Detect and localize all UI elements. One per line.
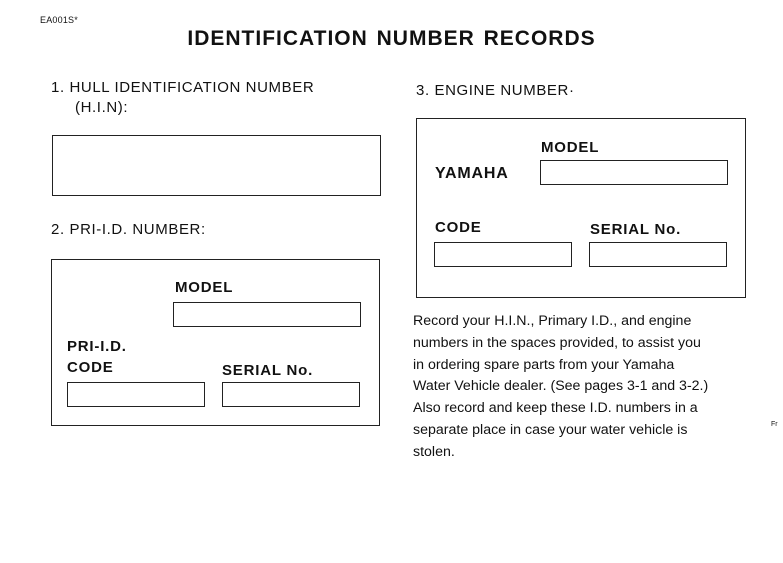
- page-title: IDENTIFICATION NUMBER RECORDS: [187, 27, 596, 50]
- hin-section-label: [51, 78, 314, 118]
- pri-model-field[interactable]: [173, 302, 361, 327]
- instructions-line: stolen.: [413, 443, 455, 460]
- engine-model-field[interactable]: [540, 160, 728, 185]
- yamaha-brand-label: YAMAHA: [435, 165, 509, 182]
- pri-serial-field[interactable]: [222, 382, 360, 407]
- instructions-line: Record your H.I.N., Primary I.D., and engine: [413, 313, 692, 329]
- pri-id-heading: PRI-I.D.: [67, 338, 127, 355]
- instructions-line: separate place in case your water vehicle is: [413, 421, 688, 438]
- engine-model-label: MODEL: [541, 139, 600, 156]
- pri-code-field[interactable]: [67, 382, 205, 407]
- hin-entry-box[interactable]: [52, 135, 381, 196]
- instructions-line: Also record and keep these I.D. numbers in a: [413, 400, 698, 417]
- document-code: EA001S*: [40, 15, 78, 25]
- hin-label-line1: 1. HULL IDENTIFICATION NUMBER: [51, 79, 315, 96]
- instructions-line: in ordering spare parts from your Yamaha: [413, 356, 675, 373]
- edge-mark: Fr: [771, 421, 778, 428]
- pri-serial-label: SERIAL No.: [222, 362, 314, 379]
- engine-section-label: 3. ENGINE NUMBER·: [416, 82, 575, 99]
- pri-code-label: CODE: [67, 359, 114, 376]
- hin-label-line2: (H.I.N):: [75, 99, 129, 116]
- instructions-line: numbers in the spaces provided, to assist you: [413, 334, 701, 351]
- engine-serial-label: SERIAL No.: [590, 221, 682, 238]
- instructions-paragraph: [413, 311, 773, 464]
- engine-serial-field[interactable]: [589, 242, 727, 267]
- pri-model-label: MODEL: [175, 279, 234, 296]
- engine-code-field[interactable]: [434, 242, 572, 267]
- engine-code-label: CODE: [435, 219, 482, 236]
- pri-id-section-label: 2. PRI-I.D. NUMBER:: [51, 221, 206, 238]
- instructions-line: Water Vehicle dealer. (See pages 3-1 and 3-2.): [413, 378, 709, 395]
